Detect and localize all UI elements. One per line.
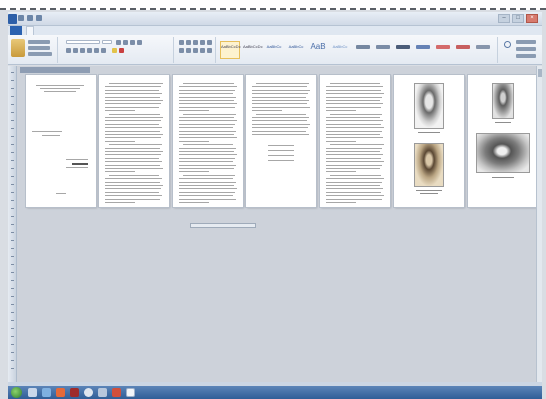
style-heading-2[interactable]: AaBbCc <box>288 44 304 49</box>
text-line <box>179 154 237 155</box>
text-line <box>252 93 308 94</box>
text-line <box>105 127 162 128</box>
page-2[interactable] <box>99 75 169 207</box>
text-line <box>252 100 309 101</box>
format-painter-button[interactable] <box>28 52 52 56</box>
copy-button[interactable] <box>28 46 50 50</box>
text-line <box>179 188 237 189</box>
text-line <box>268 145 294 146</box>
page-4[interactable] <box>246 75 316 207</box>
text-line <box>105 97 160 98</box>
text-line <box>326 90 381 91</box>
text-line <box>326 171 356 172</box>
ruler-tick <box>11 256 14 257</box>
ruler-tick <box>11 312 14 313</box>
text-line <box>105 188 161 189</box>
text-line <box>179 127 233 128</box>
quick-access-toolbar <box>18 15 42 21</box>
ruler-tick <box>11 96 14 97</box>
align-left-icon[interactable] <box>179 48 184 53</box>
align-right-icon[interactable] <box>193 48 198 53</box>
text-line <box>326 127 384 128</box>
text-line <box>326 148 382 149</box>
undo-icon[interactable] <box>27 15 33 21</box>
ruler-tick <box>11 200 14 201</box>
text-line <box>326 93 384 94</box>
find-icon[interactable] <box>504 41 511 48</box>
sort-icon[interactable] <box>200 40 205 45</box>
text-line <box>326 158 381 159</box>
window-controls <box>498 14 538 23</box>
text-line <box>179 199 236 200</box>
folder-icon[interactable] <box>98 388 107 397</box>
text-line <box>179 161 233 162</box>
text-line <box>252 120 307 121</box>
text-line <box>268 150 294 151</box>
text-line <box>326 131 382 132</box>
text-line <box>256 83 309 84</box>
text-line <box>252 107 310 108</box>
text-line <box>179 103 237 104</box>
ruler-tick <box>11 248 14 249</box>
text-line <box>326 97 382 98</box>
text-line <box>183 144 233 145</box>
font-color-icon[interactable] <box>119 48 124 53</box>
style-swatch-book-title[interactable] <box>476 45 490 49</box>
text-line <box>105 117 163 118</box>
text-line <box>179 86 237 87</box>
text-line <box>256 114 306 115</box>
text-line <box>330 175 381 176</box>
text-line <box>326 185 380 186</box>
ruler-tick <box>11 176 14 177</box>
ruler-tick <box>11 104 14 105</box>
start-icon[interactable] <box>11 387 22 398</box>
ruler-tick <box>11 232 14 233</box>
text-line <box>105 158 159 159</box>
text-line <box>326 151 380 152</box>
text-line <box>326 154 383 155</box>
text-line <box>179 148 236 149</box>
text-line <box>179 171 209 172</box>
ruler-tick <box>11 240 14 241</box>
text-line <box>268 160 294 161</box>
text-line <box>105 134 163 135</box>
ruler-tick <box>11 144 14 145</box>
text-line <box>326 199 382 200</box>
file-tab[interactable] <box>10 26 22 35</box>
portrait-photo-3 <box>492 83 514 119</box>
text-line <box>179 134 234 135</box>
ruler-tick <box>11 216 14 217</box>
ruler-tick <box>11 320 14 321</box>
text-line <box>326 182 382 183</box>
text-line <box>109 175 159 176</box>
text-line <box>105 185 163 186</box>
numbering-icon[interactable] <box>186 40 191 45</box>
text-line <box>179 90 235 91</box>
text-line <box>326 100 380 101</box>
style-subtitle[interactable]: AaBbCc <box>332 44 348 49</box>
chrome-icon[interactable] <box>84 388 93 397</box>
change-case-icon[interactable] <box>130 40 135 45</box>
select-button[interactable] <box>516 54 536 58</box>
text-line <box>179 93 233 94</box>
text-line <box>179 165 236 166</box>
text-line <box>105 131 160 132</box>
text-line <box>326 124 381 125</box>
text-line <box>105 90 159 91</box>
close-button[interactable]: × <box>526 14 538 23</box>
text-line <box>105 182 160 183</box>
text-line <box>326 86 383 87</box>
opera-icon[interactable] <box>70 388 79 397</box>
text-line <box>179 120 237 121</box>
text-line <box>268 155 294 156</box>
font-group <box>62 37 174 63</box>
title-bar <box>8 12 542 26</box>
ruler-tick <box>11 208 14 209</box>
clear-formatting-icon[interactable] <box>137 40 142 45</box>
ruler-tick <box>11 120 14 121</box>
ruler-tick <box>11 280 14 281</box>
ruler-tick <box>11 304 14 305</box>
text-line <box>105 100 163 101</box>
text-line <box>179 117 234 118</box>
ruler-tick <box>11 184 14 185</box>
text-line <box>105 199 160 200</box>
ruler-tick <box>11 112 14 113</box>
ruler-tick <box>11 152 14 153</box>
text-line <box>179 202 209 203</box>
ruler-tick <box>11 88 14 89</box>
text-line <box>252 134 309 135</box>
portrait-photo-1 <box>414 83 444 129</box>
text-line <box>105 110 135 111</box>
style-normal[interactable]: AaBbCcDc <box>220 41 240 59</box>
editing-group <box>500 37 542 63</box>
text-line <box>326 202 356 203</box>
text-line <box>179 178 233 179</box>
ruler-tick <box>11 72 14 73</box>
text-line <box>326 141 356 142</box>
text-line <box>179 124 235 125</box>
text-line <box>105 120 161 121</box>
text-line <box>252 86 307 87</box>
justify-icon[interactable] <box>200 48 205 53</box>
vertical-ruler <box>8 66 17 382</box>
ruler-tick <box>11 368 14 369</box>
text-line <box>105 202 135 203</box>
page-3[interactable] <box>173 75 243 207</box>
ruler-tick <box>11 336 14 337</box>
style-swatch-intense[interactable] <box>416 45 430 49</box>
shrink-font-icon[interactable] <box>123 40 128 45</box>
ruler-tick <box>11 328 14 329</box>
text-line <box>326 192 381 193</box>
cut-button[interactable] <box>28 40 50 44</box>
text-line <box>330 144 384 145</box>
clipboard-group <box>8 37 58 63</box>
text-line <box>105 165 160 166</box>
text-line <box>179 131 236 132</box>
italic-icon[interactable] <box>73 48 78 53</box>
grow-font-icon[interactable] <box>116 40 121 45</box>
superscript-icon[interactable] <box>101 48 106 53</box>
style-no-spacing[interactable]: AaBbCcDc <box>243 44 263 49</box>
page-5[interactable] <box>320 75 390 207</box>
text-line <box>326 165 382 166</box>
text-line <box>105 137 161 138</box>
style-swatch-strong[interactable] <box>376 45 390 49</box>
page-1[interactable] <box>26 75 96 207</box>
zoom-indicator <box>190 223 256 228</box>
text-line <box>252 97 306 98</box>
find-button[interactable] <box>516 40 536 44</box>
paste-icon[interactable] <box>11 39 25 57</box>
style-swatch-quote[interactable] <box>396 45 410 49</box>
text-line <box>326 137 383 138</box>
bold-icon[interactable] <box>66 48 71 53</box>
text-line <box>179 158 235 159</box>
ruler-tick <box>11 264 14 265</box>
show-marks-icon[interactable] <box>207 40 212 45</box>
text-line <box>179 185 234 186</box>
text-line <box>105 178 162 179</box>
text-line <box>330 83 380 84</box>
text-line <box>183 114 236 115</box>
text-line <box>105 195 162 196</box>
text-line <box>252 124 310 125</box>
word-icon[interactable] <box>126 388 135 397</box>
styles-group <box>218 37 498 63</box>
shading-icon[interactable] <box>207 48 212 53</box>
text-line <box>183 83 234 84</box>
text-line <box>326 188 383 189</box>
text-line <box>109 114 160 115</box>
ruler-tick <box>11 80 14 81</box>
multilevel-icon[interactable] <box>193 40 198 45</box>
ruler-tick <box>11 344 14 345</box>
ruler-tick <box>11 168 14 169</box>
text-line <box>252 117 309 118</box>
save-icon[interactable] <box>18 15 24 21</box>
text-line <box>105 171 135 172</box>
explorer-icon[interactable] <box>28 388 37 397</box>
text-line <box>326 107 381 108</box>
text-line <box>179 182 236 183</box>
text-line <box>179 137 237 138</box>
text-line <box>326 195 384 196</box>
text-line <box>179 141 209 142</box>
text-line <box>326 161 384 162</box>
align-center-icon[interactable] <box>186 48 191 53</box>
text-line <box>179 100 234 101</box>
ruler-tick <box>11 272 14 273</box>
maximize-button[interactable]: □ <box>512 14 524 23</box>
text-line <box>179 97 236 98</box>
paragraph-group <box>176 37 216 63</box>
text-line <box>179 107 235 108</box>
text-line <box>105 154 161 155</box>
text-line <box>330 114 382 115</box>
font-size-box[interactable] <box>102 40 112 44</box>
media-icon[interactable] <box>56 388 65 397</box>
text-line <box>326 110 356 111</box>
ruler-tick <box>11 128 14 129</box>
ruler-tick <box>11 296 14 297</box>
text-line <box>179 168 234 169</box>
text-line <box>109 83 163 84</box>
pdf-icon[interactable] <box>112 388 121 397</box>
scroll-thumb[interactable] <box>538 69 542 77</box>
text-line <box>105 161 162 162</box>
replace-button[interactable] <box>516 47 536 51</box>
style-swatch-intense-reference[interactable] <box>456 45 470 49</box>
bullets-icon[interactable] <box>179 40 184 45</box>
text-line <box>105 107 159 108</box>
text-line <box>252 127 308 128</box>
text-line <box>252 131 306 132</box>
strikethrough-icon[interactable] <box>87 48 92 53</box>
style-heading-1[interactable]: AaBbCc <box>266 44 282 49</box>
ruler-tick <box>11 136 14 137</box>
tab-home[interactable] <box>26 26 34 35</box>
text-line <box>105 86 161 87</box>
text-line <box>179 192 235 193</box>
text-line <box>105 192 159 193</box>
ruler-tick <box>11 360 14 361</box>
text-line <box>105 124 159 125</box>
text-line <box>252 103 307 104</box>
ruler-tick <box>11 224 14 225</box>
underline-icon[interactable] <box>80 48 85 53</box>
screen-edge <box>0 0 546 10</box>
text-line <box>105 103 161 104</box>
ie-icon[interactable] <box>42 388 51 397</box>
text-line <box>105 93 162 94</box>
portrait-photo-4 <box>476 133 530 173</box>
text-line <box>326 117 380 118</box>
text-line <box>105 151 163 152</box>
text-line <box>326 134 380 135</box>
ruler-tick <box>11 288 14 289</box>
text-line <box>179 195 233 196</box>
text-line <box>326 103 383 104</box>
text-line <box>179 110 209 111</box>
font-name-box[interactable] <box>66 40 100 44</box>
text-line <box>109 144 162 145</box>
ruler-tick <box>11 352 14 353</box>
redo-icon[interactable] <box>36 15 42 21</box>
style-title[interactable]: AaB <box>310 42 326 51</box>
ruler-tick <box>11 192 14 193</box>
vertical-scrollbar[interactable] <box>536 66 542 382</box>
text-line <box>326 168 380 169</box>
text-line <box>326 120 383 121</box>
navigation-breadcrumb <box>20 67 90 73</box>
text-line <box>179 151 234 152</box>
text-line <box>252 90 310 91</box>
ribbon <box>8 35 542 65</box>
text-line <box>183 175 235 176</box>
ribbon-tabs <box>8 26 542 35</box>
portrait-photo-2 <box>414 143 444 187</box>
word-app-icon[interactable] <box>8 14 17 24</box>
ruler-tick <box>11 160 14 161</box>
page-6[interactable] <box>394 75 464 207</box>
style-swatch-emphasis[interactable] <box>356 45 370 49</box>
text-line <box>105 141 135 142</box>
text-line <box>105 168 163 169</box>
minimize-button[interactable]: – <box>498 14 510 23</box>
subscript-icon[interactable] <box>94 48 99 53</box>
taskbar <box>8 386 542 399</box>
text-line <box>252 110 282 111</box>
page-7[interactable] <box>468 75 538 207</box>
style-swatch-reference[interactable] <box>436 45 450 49</box>
text-line <box>105 148 160 149</box>
text-line <box>326 178 384 179</box>
highlight-icon[interactable] <box>112 48 117 53</box>
